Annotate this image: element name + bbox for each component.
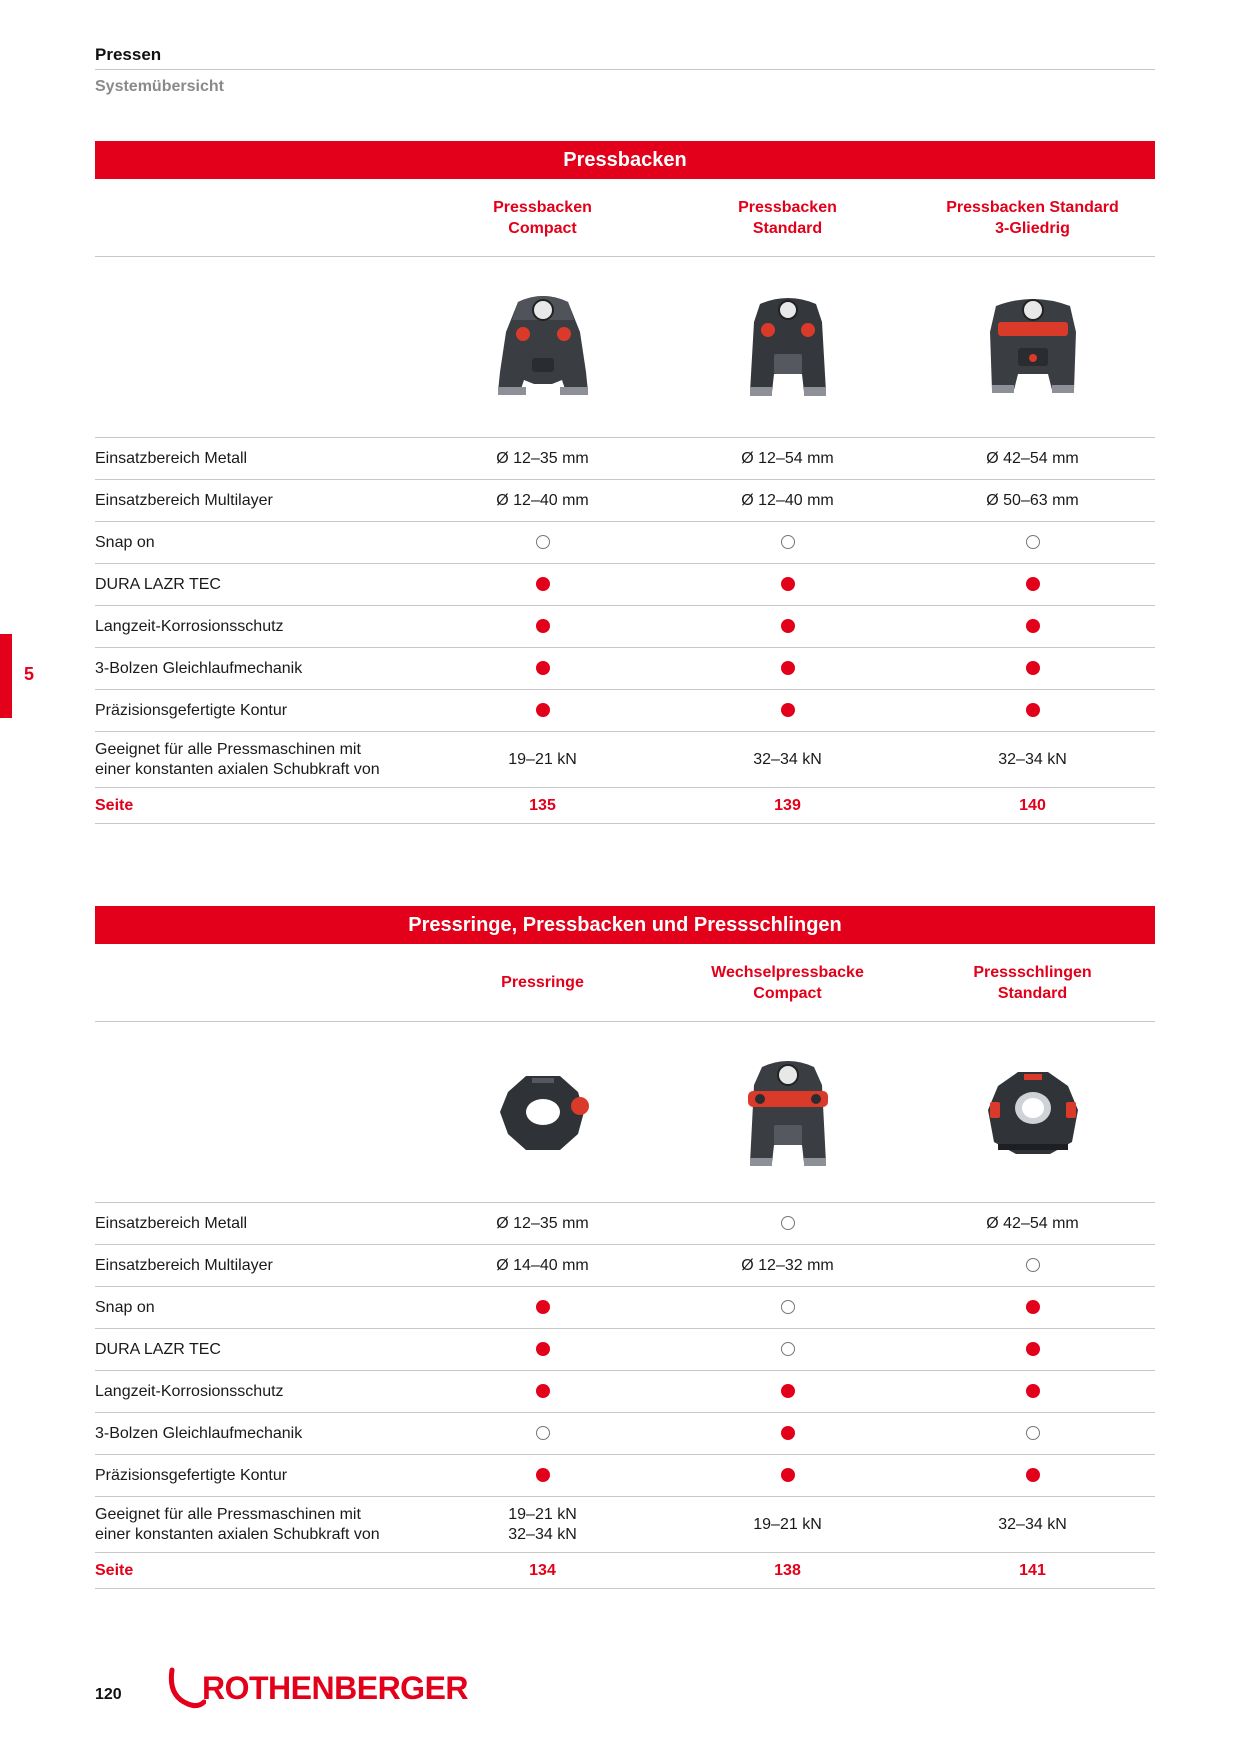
table-row-page — [95, 1553, 1155, 1589]
table-cell — [665, 617, 910, 637]
section-pressringe — [95, 906, 1155, 1589]
row-label: Langzeit-Korrosionsschutz — [95, 617, 284, 635]
table-row-page — [95, 788, 1155, 824]
empty-circle-icon — [536, 1426, 550, 1440]
filled-dot-icon — [1026, 1342, 1040, 1356]
empty-circle-icon — [781, 535, 795, 549]
section-title: Pressringe, Pressbacken und Pressschlingen — [95, 906, 1155, 944]
row-label: Geeignet für alle Pressmaschinen mit einer konstanten axialen Schubkraft von — [95, 1505, 380, 1543]
filled-dot-icon — [1026, 1300, 1040, 1314]
table-cell: Ø 42–54 mm — [986, 1214, 1079, 1232]
table-cell — [420, 701, 665, 721]
filled-dot-icon — [781, 703, 795, 717]
table-cell — [910, 617, 1155, 637]
table-row-force — [95, 732, 1155, 788]
page-reference-link[interactable]: 140 — [1019, 796, 1046, 814]
table-cell — [910, 1256, 1155, 1276]
table-cell — [420, 1382, 665, 1402]
row-label: Geeignet für alle Pressmaschinen mit einer konstanten axialen Schubkraft von — [95, 740, 380, 778]
table-cell — [665, 1382, 910, 1402]
table-cell — [420, 1466, 665, 1486]
filled-dot-icon — [1026, 1468, 1040, 1482]
filled-dot-icon — [536, 1468, 550, 1482]
product-image-pressbacken-3-gliedrig — [910, 292, 1155, 402]
table-cell: Ø 12–40 mm — [496, 491, 589, 509]
table-cell — [420, 533, 665, 553]
table-cell: 32–34 kN — [753, 750, 822, 768]
empty-circle-icon — [1026, 1426, 1040, 1440]
filled-dot-icon — [781, 1468, 795, 1482]
table-cell — [420, 1340, 665, 1360]
table-cell — [910, 1466, 1155, 1486]
table-cell — [910, 1424, 1155, 1444]
table-row — [95, 1203, 1155, 1245]
column-header: Wechselpressbacke Compact — [711, 963, 864, 1002]
column-headers — [95, 944, 1155, 1022]
product-image-pressbacken-compact — [420, 292, 665, 402]
table-cell — [665, 1466, 910, 1486]
filled-dot-icon — [1026, 619, 1040, 633]
table-row — [95, 522, 1155, 564]
table-row — [95, 690, 1155, 732]
product-images-row — [95, 257, 1155, 438]
table-cell — [665, 659, 910, 679]
table-cell — [910, 533, 1155, 553]
filled-dot-icon — [536, 577, 550, 591]
table-cell: Ø 42–54 mm — [986, 449, 1079, 467]
table-cell — [665, 1340, 910, 1360]
filled-dot-icon — [781, 1426, 795, 1440]
chapter-tab-marker — [0, 634, 12, 718]
table-cell: Ø 12–35 mm — [496, 449, 589, 467]
page-subtitle: Systemübersicht — [95, 78, 224, 95]
table-cell — [665, 575, 910, 595]
table-row — [95, 606, 1155, 648]
empty-circle-icon — [781, 1342, 795, 1356]
row-label: Snap on — [95, 1298, 155, 1316]
product-image-wechselpressbacke-compact — [665, 1055, 910, 1170]
filled-dot-icon — [1026, 703, 1040, 717]
row-label: 3-Bolzen Gleichlaufmechanik — [95, 659, 303, 677]
empty-circle-icon — [781, 1216, 795, 1230]
table-cell — [665, 701, 910, 721]
filled-dot-icon — [781, 661, 795, 675]
filled-dot-icon — [781, 577, 795, 591]
section-title: Pressbacken — [95, 141, 1155, 179]
product-image-pressschlingen-standard — [910, 1062, 1155, 1162]
footer-page-number: 120 — [95, 1686, 122, 1703]
table-cell: Ø 12–32 mm — [741, 1256, 834, 1274]
table-cell — [910, 1340, 1155, 1360]
brand-name: ROTHENBERGER — [202, 1669, 469, 1706]
row-label: Seite — [95, 1561, 134, 1579]
section-pressbacken — [95, 141, 1155, 824]
table-cell — [910, 1382, 1155, 1402]
column-header: Pressbacken Compact — [493, 198, 592, 237]
table-row — [95, 648, 1155, 690]
filled-dot-icon — [536, 619, 550, 633]
table-cell — [420, 659, 665, 679]
row-label: Einsatzbereich Multilayer — [95, 491, 273, 509]
page-header — [95, 44, 1155, 96]
filled-dot-icon — [536, 661, 550, 675]
row-label: Präzisionsgefertigte Kontur — [95, 701, 288, 719]
empty-circle-icon — [781, 1300, 795, 1314]
filled-dot-icon — [1026, 661, 1040, 675]
table-cell — [665, 1298, 910, 1318]
table-cell: Ø 12–40 mm — [741, 491, 834, 509]
table-cell — [910, 701, 1155, 721]
table-cell — [420, 617, 665, 637]
filled-dot-icon — [536, 703, 550, 717]
table-cell: 19–21 kN 32–34 kN — [508, 1505, 577, 1543]
column-headers — [95, 179, 1155, 257]
row-label: Einsatzbereich Metall — [95, 449, 248, 467]
filled-dot-icon — [781, 619, 795, 633]
filled-dot-icon — [781, 1384, 795, 1398]
table-row — [95, 1329, 1155, 1371]
table-cell — [420, 1298, 665, 1318]
table-cell — [420, 1424, 665, 1444]
row-label: Langzeit-Korrosionsschutz — [95, 1382, 284, 1400]
table-cell: 19–21 kN — [753, 1515, 822, 1533]
row-label: Präzisionsgefertigte Kontur — [95, 1466, 288, 1484]
table-cell — [665, 1214, 910, 1234]
table-cell — [910, 659, 1155, 679]
column-header: Pressringe — [501, 974, 584, 991]
table-cell — [665, 533, 910, 553]
table-cell: 32–34 kN — [998, 1515, 1067, 1533]
table-cell — [420, 575, 665, 595]
row-label: Einsatzbereich Metall — [95, 1214, 248, 1232]
table-cell — [910, 575, 1155, 595]
table-row — [95, 480, 1155, 522]
row-label: 3-Bolzen Gleichlaufmechanik — [95, 1424, 303, 1442]
empty-circle-icon — [1026, 535, 1040, 549]
empty-circle-icon — [536, 535, 550, 549]
table-cell: 32–34 kN — [998, 750, 1067, 768]
row-label: Seite — [95, 796, 134, 814]
table-cell: Ø 12–54 mm — [741, 449, 834, 467]
column-header: Pressbacken Standard 3-Gliedrig — [946, 198, 1119, 237]
page-reference-link[interactable]: 139 — [774, 796, 801, 814]
logo-swoosh-icon — [166, 1666, 206, 1710]
table-cell: Ø 50–63 mm — [986, 491, 1079, 509]
page-title: Pressen — [95, 44, 1155, 70]
page-reference-link[interactable]: 135 — [529, 796, 556, 814]
filled-dot-icon — [536, 1342, 550, 1356]
product-images-row — [95, 1022, 1155, 1203]
row-label: Einsatzbereich Multilayer — [95, 1256, 273, 1274]
row-label: DURA LAZR TEC — [95, 1340, 221, 1358]
table-row — [95, 438, 1155, 480]
filled-dot-icon — [1026, 577, 1040, 591]
filled-dot-icon — [536, 1300, 550, 1314]
table-row — [95, 1413, 1155, 1455]
empty-circle-icon — [1026, 1258, 1040, 1272]
table-row-force — [95, 1497, 1155, 1553]
row-label: Snap on — [95, 533, 155, 551]
product-image-pressbacken-standard — [665, 292, 910, 402]
row-label: DURA LAZR TEC — [95, 575, 221, 593]
table-row — [95, 1371, 1155, 1413]
chapter-number: 5 — [24, 664, 35, 684]
column-header: Pressbacken Standard — [738, 198, 837, 237]
table-cell: Ø 14–40 mm — [496, 1256, 589, 1274]
page-reference-link[interactable]: 134 — [529, 1561, 556, 1579]
table-cell: 19–21 kN — [508, 750, 577, 768]
table-cell — [910, 1298, 1155, 1318]
table-cell — [665, 1424, 910, 1444]
table-row — [95, 564, 1155, 606]
table-row — [95, 1455, 1155, 1497]
table-row — [95, 1287, 1155, 1329]
filled-dot-icon — [1026, 1384, 1040, 1398]
product-image-pressringe — [420, 1062, 665, 1162]
filled-dot-icon — [536, 1384, 550, 1398]
column-header: Pressschlingen Standard — [973, 963, 1092, 1002]
brand-logo — [166, 1666, 468, 1710]
page-reference-link[interactable]: 138 — [774, 1561, 801, 1579]
table-row — [95, 1245, 1155, 1287]
table-cell: Ø 12–35 mm — [496, 1214, 589, 1232]
page-reference-link[interactable]: 141 — [1019, 1561, 1046, 1579]
